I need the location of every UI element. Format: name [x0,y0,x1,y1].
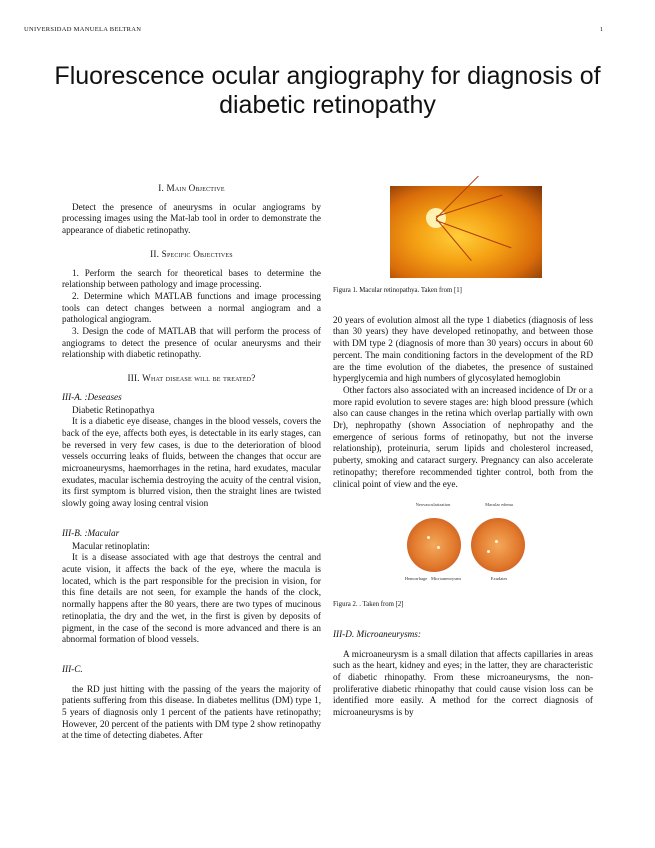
figure-2-label: Hemorrhage [404,576,428,582]
objective-item: 1. Perform the search for theoretical bases to determine the relationship between pathology and image processing. [62,267,321,290]
section-heading-disease: III. What disease will be treated? [127,373,256,384]
page-number: 1 [599,26,603,33]
main-objective-text: Detect the presence of aneurysms in ocular angiograms by processing images using the Mat-lab tool in order to demonstrate the appearance of diabetic retinopathy. [62,201,321,236]
left-column [62,183,321,742]
blood-vessel [436,176,479,219]
retina-left [407,518,461,572]
paper-title: Fluorescence ocular angiography for diagnosis of diabetic retinopathy [54,62,601,119]
exudate-spot [487,550,490,553]
objective-item: 3. Design the code of MATLAB that will perform the process of angiograms to detect the presence of ocular aneurysms and their relationship with diabetic retinopathy. [62,326,321,360]
subsection-c-text: the RD just hitting with the passing of the years the majority of patients suffering from this disease. In diabetes mellitus (DM) type 1, 5 years of diagnosis only 1 percent of the patients have retinopathy; However, 20 percent of the patients with DM type 2 show retinopathy at the time of detecting diabetes. After [62,683,321,741]
figure-1-macular-retinopathy-image [390,186,542,278]
section-heading-main-objective: I. Main Objective [158,183,225,193]
figure-2-label: Neovascularization [415,502,451,508]
retina-right [471,518,525,572]
figure-2-caption: Figura 2. . Taken from [2] [333,601,404,609]
figure-2-retinopathy-comparison-image [401,502,531,592]
blood-vessel [436,218,472,261]
objective-item: 2. Determine which MATLAB functions and image processing tools can detect changes between a normal angiogram and a pathological angiogram. [62,290,321,325]
right-column [333,186,593,719]
right-paragraph-1: 20 years of evolution almost all the type 1 diabetics (diagnosis of less than 30 years) they have developed retinopathy, and between those with DM type 2 (diagnosis of more than 30 years) occurs in about 60 percent. The main conditioning factors in the development of the RD are the time evolution of the diabetes, the presence of sustained hyperglycemia and high numbers of glycosylated hemoglobin [333,314,593,384]
subsection-a-text: It is a diabetic eye disease, changes in the blood vessels, covers the back of the eye, affects both eyes, is detectable in its early stages, can be reversed in very few cases, is due to the deterioration of blood vessels occurring leaks of fluids, between the changes that occur are microaneurysms, haemorrhages in the retina, hard exudates, macular exudates, macular ischemia destroying the acuity of the central vision, its first symptom is blurred vision, then the straight lines are twisted slowly going away losing central vision [62,416,321,509]
exudate-spot [495,540,498,543]
figure-2-label: Macular edema [485,502,513,508]
subsection-d-text: A microaneurysm is a small dilation that affects capillaries in areas such as the heart, kidney and eyes; in the latter, they are characteristic of diabetic rhinopathy. From these microaneurysms, the non-proliferative diabetic rhinopathy that could cause vision loss can be identified more easily. A method for the correct diagnosis of microaneurysms is by [333,648,593,718]
figure-2-label: Microaneurysms [431,576,462,582]
subsection-a-title: Diabetic Retinopathya [72,404,155,415]
figure-2-label: Exudates [490,576,508,582]
blood-vessel [436,220,512,248]
right-paragraph-2: Other factors also associated with an increased incidence of Dr or a more rapid evolution to severe stages are: high blood pressure (which also can cause changes in the retina which overlap partially with own Dr), nephropathy (shown Association of nephropathy and the emergence of serious forms of retinopathy, but not the inverse relationship), proteinuria, serum lipids and cholesterol increased, puberty, smoking and cataract surgery. Pregnancy can also accelerate retinopathy; therefore recommended tighter control, both from the clinical point of view and the eye. [333,384,593,489]
subsection-heading-a: III-A. :Deseases [62,391,122,402]
subsection-b-title: Macular retinoplatin: [72,540,150,551]
subsection-heading-b: III-B. :Macular [62,527,120,538]
section-heading-specific-objectives: II. Specific Objectives [150,248,233,259]
subsection-b-text: It is a disease associated with age that destroys the central and acute vision, it affects the back of the eye, where the macula is located, which is the part responsible for the precision in vision, for this fine details are not seen, for example the hands of the clock, normally happens after the 80 years, there are two types of mucinous retinoplatia, the dry and the wet, in the first is given by deposits of pigment, in the case of the second is more advanced and there is an abnormal formation of blood vessels. [62,552,321,645]
exudate-spot [437,546,440,549]
subsection-heading-c: III-C. [62,663,83,674]
running-header: UNIVERSIDAD MANUELA BELTRAN [24,26,142,33]
figure-1-caption: Figura 1. Macular retinopathya. Taken from [1] [333,287,462,294]
subsection-heading-d: III-D. Microaneurysms: [333,628,421,639]
blood-vessel [436,194,503,217]
exudate-spot [427,536,430,539]
